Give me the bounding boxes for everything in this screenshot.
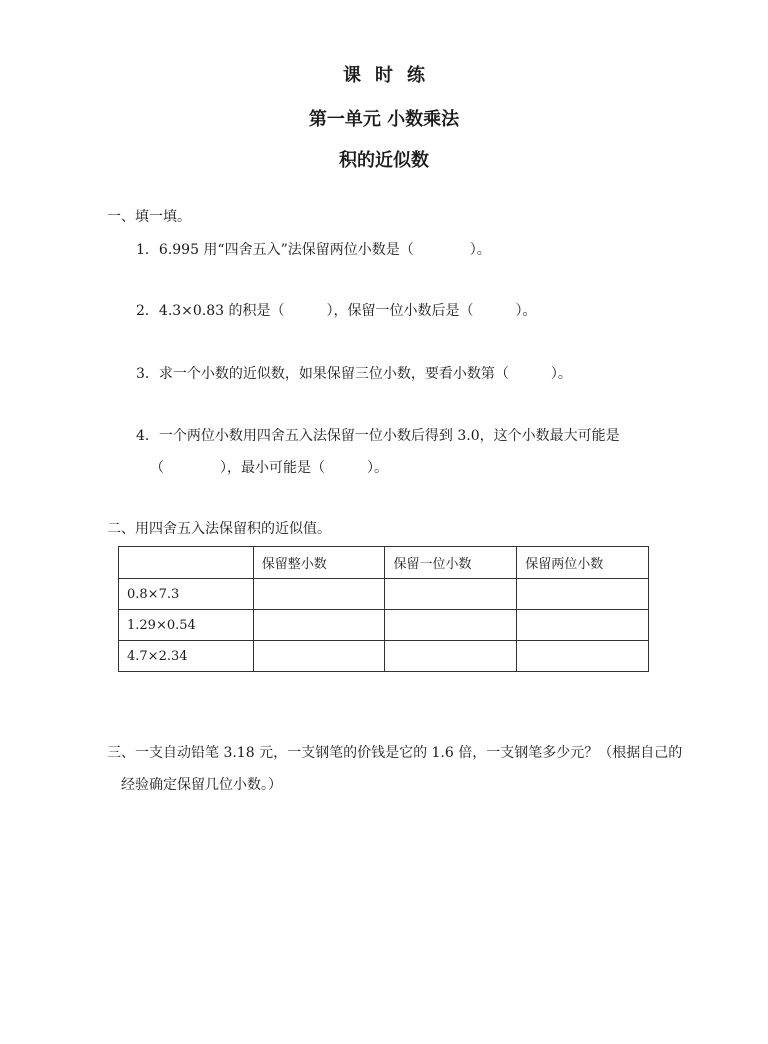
answer-cell[interactable] xyxy=(253,610,385,641)
table-header-cell: 保留两位小数 xyxy=(517,547,649,579)
answer-cell[interactable] xyxy=(517,641,649,672)
question-4-line-1: 4．一个两位小数用四舍五入法保留一位小数后得到 3.0，这个小数最大可能是 xyxy=(136,428,620,444)
table-row xyxy=(119,579,649,610)
table-header-cell xyxy=(119,547,254,579)
answer-cell[interactable] xyxy=(253,641,385,672)
question-1: 1．6.995 用“四舍五入”法保留两位小数是（ ）。 xyxy=(136,242,491,258)
answer-cell[interactable] xyxy=(385,641,517,672)
question-3: 3．求一个小数的近似数，如果保留三位小数，要看小数第（ ）。 xyxy=(136,366,572,382)
answer-cell[interactable] xyxy=(517,610,649,641)
lesson-title: 积的近似数 xyxy=(339,150,429,171)
expression-cell: 4.7×2.34 xyxy=(119,641,254,672)
answer-cell[interactable] xyxy=(385,579,517,610)
worksheet-title: 课时练 xyxy=(343,65,439,86)
section-1-heading: 一、填一填。 xyxy=(107,209,191,225)
question-4-line-2: （ ），最小可能是（ ）。 xyxy=(150,460,388,476)
table-row xyxy=(119,641,649,672)
approximation-table xyxy=(118,546,649,672)
expression-cell: 1.29×0.54 xyxy=(119,610,254,641)
answer-cell[interactable] xyxy=(253,579,385,610)
expression-cell: 0.8×7.3 xyxy=(119,579,254,610)
section-3-line-2: 经验确定保留几位小数。） xyxy=(121,777,282,793)
table-header-row xyxy=(119,547,649,579)
section-3-line-1: 三、一支自动铅笔 3.18 元，一支钢笔的价钱是它的 1.6 倍，一支钢笔多少元？（根据自己的 xyxy=(107,745,683,761)
table-header-cell: 保留一位小数 xyxy=(385,547,517,579)
answer-cell[interactable] xyxy=(517,579,649,610)
question-2: 2．4.3×0.83 的积是（ ），保留一位小数后是（ ）。 xyxy=(136,303,537,319)
answer-cell[interactable] xyxy=(385,610,517,641)
table-row xyxy=(119,610,649,641)
section-2-heading: 二、用四舍五入法保留积的近似值。 xyxy=(107,521,331,537)
table-header-cell: 保留整小数 xyxy=(253,547,385,579)
unit-title: 第一单元 小数乘法 xyxy=(308,109,460,130)
